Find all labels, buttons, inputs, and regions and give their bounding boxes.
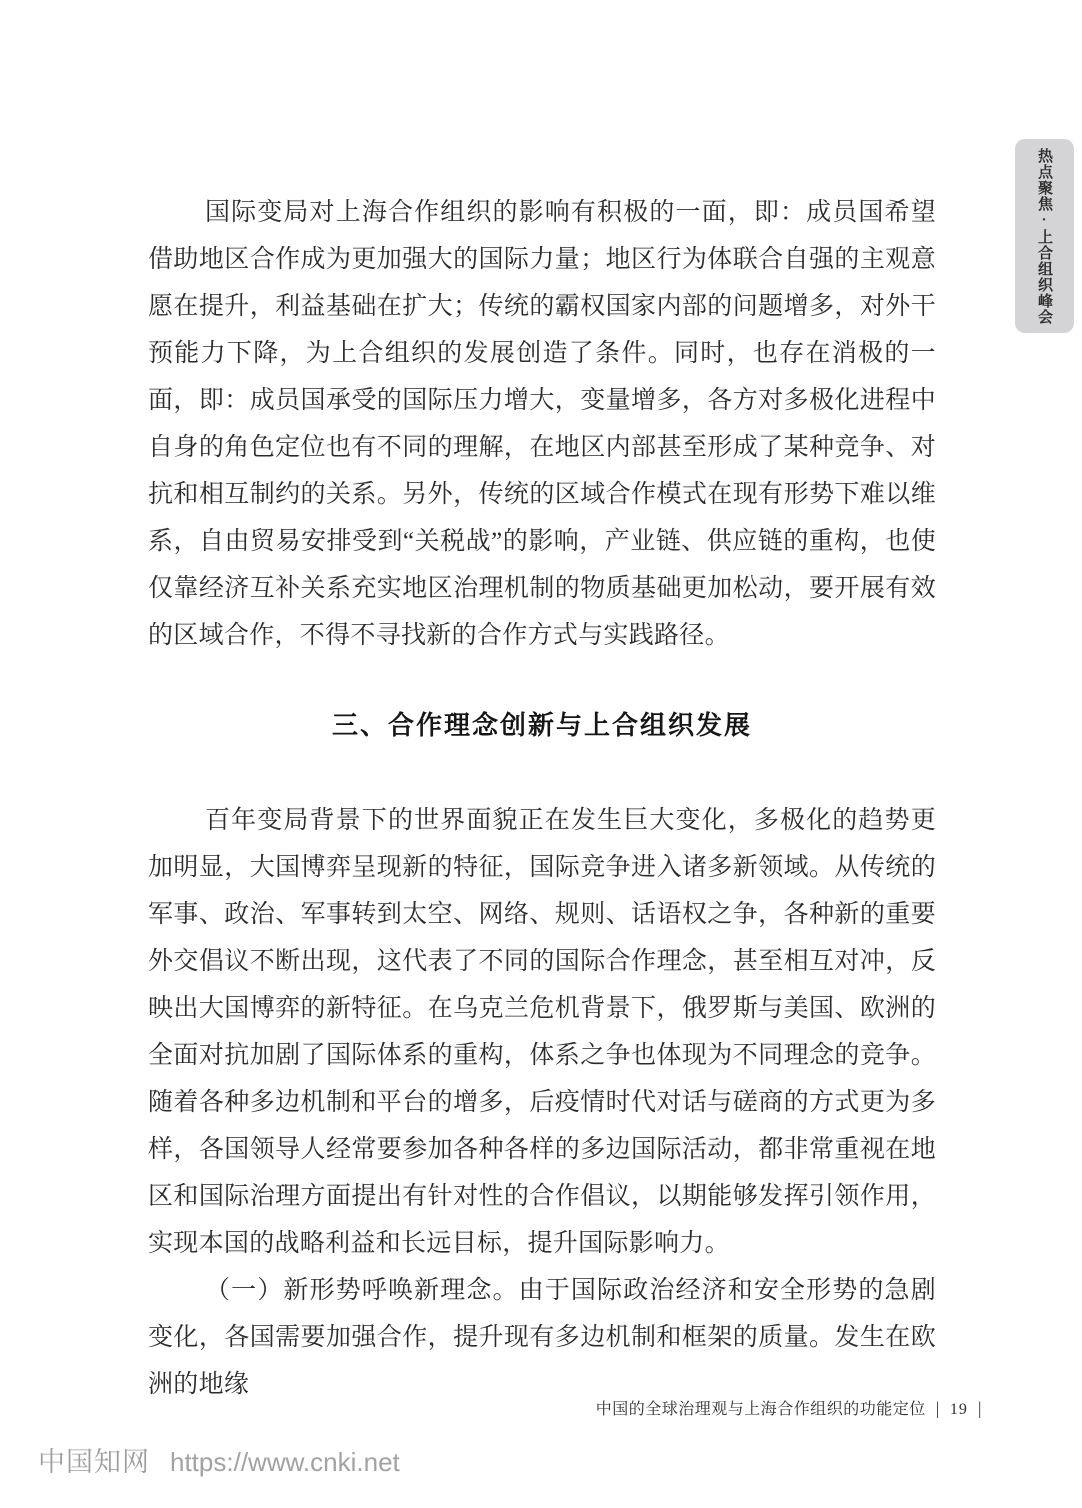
cnki-watermark (38, 1440, 400, 1479)
paragraph-century-changes: 百年变局背景下的世界面貌正在发生巨大变化，多极化的趋势更加明显，大国博弈呈现新的特征，国际竞争进入诸多新领域。从传统的军事、政治、军事转到太空、网络、规则、话语权之争，各种新的重要外交倡议不断出现，这代表了不同的国际合作理念，甚至相互对冲，反映出大国博弈的新特征。在乌克兰危机背景下，俄罗斯与美国、欧洲的全面对抗加剧了国际体系的重构，体系之争也体现为不同理念的竞争。随着各种多边机制和平台的增多，后疫情时代对话与磋商的方式更为多样，各国领导人经常要参加各种各样的多边国际活动，都非常重视在地区和国际治理方面提出有针对性的合作倡议，以期能够发挥引领作用，实现本国的战略利益和长远目标，提升国际影响力。 (148, 807, 936, 1257)
page-number: 19 (949, 1401, 968, 1418)
paragraph-new-concepts: （一）新形势呼唤新理念。由于国际政治经济和安全形势的急剧变化，各国需要加强合作，提升现有多边机制和框架的质量。发生在欧洲的地缘 (148, 1277, 936, 1398)
section-tab (1015, 139, 1074, 333)
footer-separator-right: | (977, 1398, 982, 1418)
article-body (148, 189, 936, 1408)
cnki-brand-text: 中国知网 (38, 1447, 150, 1477)
page-footer (596, 1396, 992, 1419)
paragraph-international-changes: 国际变局对上海合作组织的影响有积极的一面，即：成员国希望借助地区合作成为更加强大的国际力量；地区行为体联合自强的主观意愿在提升，利益基础在扩大；传统的霸权国家内部的问题增多，对外干预能力下降，为上合组织的发展创造了条件。同时，也存在消极的一面，即：成员国承受的国际压力增大，变量增多，各方对多极化进程中自身的角色定位也有不同的理解，在地区内部甚至形成了某种竞争、对抗和相互制约的关系。另外，传统的区域合作模式在现有形势下难以维系，自由贸易安排受到“关税战”的影响，产业链、供应链的重构，也使仅靠经济互补关系充实地区治理机制的物质基础更加松动，要开展有效的区域合作，不得不寻找新的合作方式与实践路径。 (148, 199, 936, 649)
footer-separator-left: | (935, 1398, 940, 1418)
cnki-url-text: https://www.cnki.net (170, 1447, 400, 1477)
running-title: 中国的全球治理观与上海合作组织的功能定位 (595, 1401, 926, 1418)
section-tab-label: 热点聚焦·上合组织峰会 (1036, 147, 1052, 325)
section-heading: 三、合作理念创新与上合组织发展 (331, 711, 752, 740)
